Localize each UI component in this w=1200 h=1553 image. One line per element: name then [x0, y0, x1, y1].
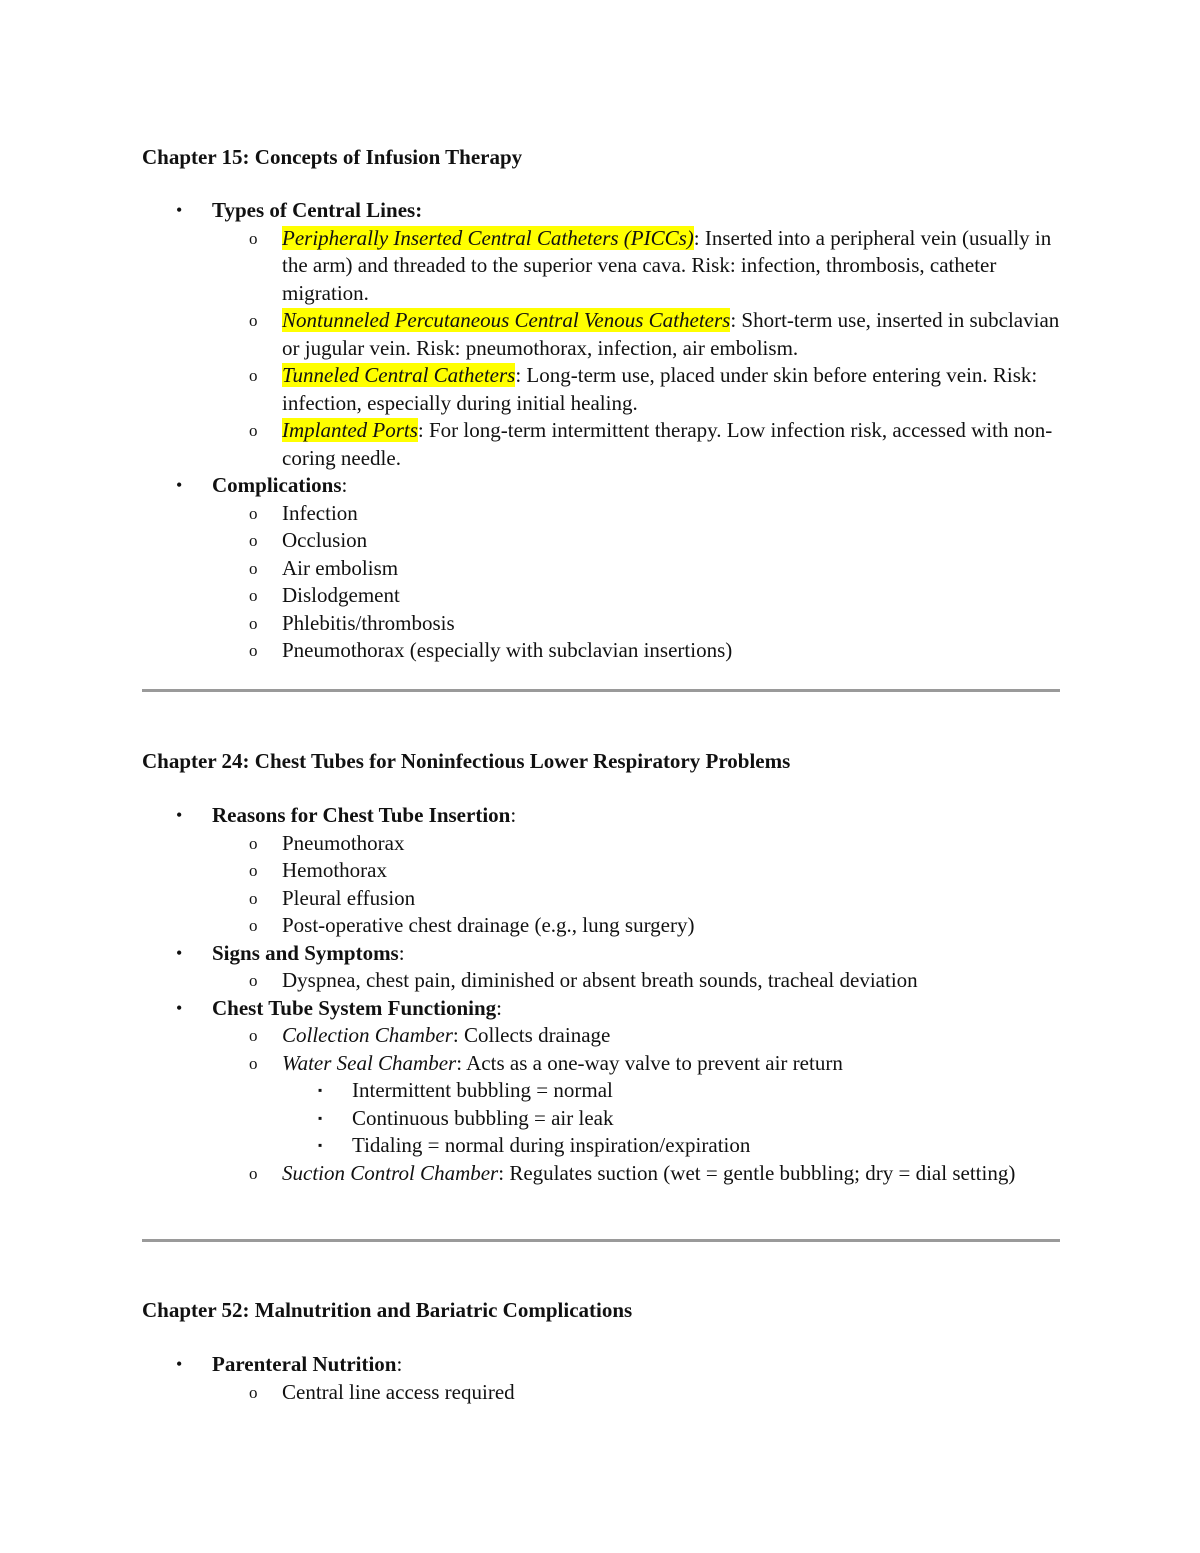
item-text: : Short-term use, inserted in subclavian or jugular vein. Risk: pneumothorax, infection, air embolism.	[282, 308, 1060, 360]
item-text: Tidaling = normal during inspiration/expiration	[352, 1133, 751, 1157]
italic-term: Water Seal Chamber	[282, 1050, 457, 1075]
chapter-15-section	[142, 143, 1060, 665]
list-item	[142, 967, 1060, 995]
circle-bullet-icon: o	[249, 586, 258, 605]
list-heading: Parenteral Nutrition	[212, 1352, 397, 1376]
sub-list	[212, 967, 1060, 995]
item-text: : Regulates suction (wet = gentle bubbling; dry = dial setting)	[498, 1160, 1016, 1185]
highlighted-term: Implanted Ports	[282, 418, 418, 442]
list-item	[142, 1105, 1060, 1133]
circle-bullet-icon: o	[249, 503, 258, 523]
chapter-title: Chapter 52: Malnutrition and Bariatric Complications	[142, 1298, 633, 1322]
list-item	[142, 1351, 1060, 1406]
heading-colon: :	[396, 1352, 403, 1376]
list-item	[142, 830, 1060, 858]
circle-bullet-icon: o	[249, 861, 258, 880]
list-heading: Complications	[212, 473, 342, 497]
item-text: Infection	[282, 500, 358, 525]
circle-bullet-icon: o	[249, 833, 258, 853]
list-item	[142, 995, 1060, 1188]
circle-bullet-icon: o	[249, 1382, 258, 1402]
highlighted-term: Nontunneled Percutaneous Central Venous Catheters	[282, 308, 731, 332]
chapter-title: Chapter 15: Concepts of Infusion Therapy	[142, 145, 523, 169]
item-text: : Collects drainage	[452, 1023, 611, 1047]
item-text: Continuous bubbling = air leak	[352, 1105, 614, 1130]
circle-bullet-icon: o	[249, 641, 258, 660]
sub-list	[212, 225, 1060, 473]
circle-bullet-icon: o	[249, 421, 258, 440]
heading-colon: :	[496, 995, 502, 1020]
sub-list	[212, 830, 1060, 940]
square-bullet-icon: ▪	[318, 1110, 323, 1125]
circle-bullet-icon: o	[249, 1163, 258, 1183]
list-item	[142, 362, 1060, 417]
list-item	[142, 582, 1060, 610]
bullet-icon: •	[176, 942, 183, 963]
circle-bullet-icon: o	[249, 1053, 258, 1073]
item-text: Post-operative chest drainage (e.g., lung surgery)	[282, 913, 695, 937]
item-text: Hemothorax	[282, 858, 387, 882]
sub-list	[212, 1022, 1060, 1187]
list-item	[142, 555, 1060, 583]
item-text: : Inserted into a peripheral vein (usually in the arm) and threaded to the superior vena cava. Risk: infection, thrombosis, catheter migration.	[282, 225, 1052, 305]
circle-bullet-icon: o	[249, 971, 258, 990]
list-item	[142, 885, 1060, 913]
bullet-icon: •	[176, 805, 183, 825]
circle-bullet-icon: o	[249, 613, 258, 633]
list-item	[142, 1022, 1060, 1050]
list-item	[142, 500, 1060, 528]
list-item	[142, 637, 1060, 665]
bullet-list	[142, 802, 1060, 1187]
chapter-title: Chapter 24: Chest Tubes for Noninfectious Lower Respiratory Problems	[142, 749, 791, 773]
list-heading: Signs and Symptoms	[212, 940, 399, 965]
highlighted-term: Peripherally Inserted Central Catheters (PICCs)	[282, 225, 694, 250]
list-item	[142, 610, 1060, 638]
list-item	[142, 307, 1060, 362]
bullet-icon: •	[176, 475, 183, 495]
item-text: Dislodgement	[282, 583, 400, 607]
item-text: Phlebitis/thrombosis	[282, 610, 455, 635]
item-text: : Acts as a one-way valve to prevent air return	[456, 1050, 843, 1075]
item-text: : For long-term intermittent therapy. Low infection risk, accessed with non-coring needle.	[282, 418, 1053, 470]
item-text: Air embolism	[282, 555, 399, 580]
heading-colon: :	[510, 803, 517, 827]
item-text: Pleural effusion	[282, 885, 416, 910]
bullet-list	[142, 1351, 1060, 1406]
list-item	[142, 527, 1060, 555]
square-bullet-icon: ▪	[318, 1138, 323, 1152]
italic-term: Suction Control Chamber	[282, 1160, 499, 1185]
item-text: : Long-term use, placed under skin before entering vein. Risk: infection, especially during initial healing.	[282, 363, 1038, 415]
list-item	[142, 417, 1060, 472]
circle-bullet-icon: o	[249, 1026, 258, 1045]
item-text: Occlusion	[282, 528, 368, 552]
list-item	[142, 197, 1060, 472]
list-item	[142, 1132, 1060, 1160]
circle-bullet-icon: o	[249, 311, 258, 330]
item-text: Intermittent bubbling = normal	[352, 1078, 613, 1102]
horizontal-rule	[142, 689, 1060, 692]
circle-bullet-icon: o	[249, 531, 258, 550]
highlighted-term: Tunneled Central Catheters	[282, 363, 516, 387]
bullet-list	[142, 197, 1060, 665]
square-bullet-icon: ▪	[318, 1083, 323, 1097]
list-item	[142, 1050, 1060, 1160]
circle-bullet-icon: o	[249, 916, 258, 935]
list-item	[142, 472, 1060, 665]
bullet-icon: •	[176, 200, 183, 220]
list-item	[142, 1160, 1060, 1188]
circle-bullet-icon: o	[249, 228, 258, 248]
list-heading: Reasons for Chest Tube Insertion	[212, 803, 511, 827]
item-text: Pneumothorax (especially with subclavian insertions)	[282, 638, 733, 662]
list-item	[142, 1379, 1060, 1407]
list-item	[142, 940, 1060, 995]
sub-list	[212, 1379, 1060, 1407]
italic-term: Collection Chamber	[282, 1023, 453, 1047]
bullet-icon: •	[176, 997, 183, 1018]
list-item	[142, 1077, 1060, 1105]
circle-bullet-icon: o	[249, 366, 258, 385]
sub-list	[212, 500, 1060, 665]
item-text: Pneumothorax	[282, 830, 405, 855]
bullet-icon: •	[176, 1354, 183, 1374]
chapter-24-section	[142, 747, 1060, 1187]
chapter-52-section	[142, 1296, 1060, 1406]
list-heading: Types of Central Lines:	[212, 198, 423, 222]
item-text: Dyspnea, chest pain, diminished or absent breath sounds, tracheal deviation	[282, 968, 918, 992]
list-item	[142, 857, 1060, 885]
circle-bullet-icon: o	[249, 558, 258, 578]
sub-sub-list	[282, 1077, 1060, 1160]
list-item	[142, 802, 1060, 940]
horizontal-rule	[142, 1239, 1060, 1242]
list-item	[142, 225, 1060, 308]
list-heading: Chest Tube System Functioning	[212, 995, 497, 1020]
item-text: Central line access required	[282, 1379, 515, 1404]
list-item	[142, 912, 1060, 940]
circle-bullet-icon: o	[249, 888, 258, 908]
heading-colon: :	[341, 473, 348, 497]
heading-colon: :	[398, 940, 405, 965]
